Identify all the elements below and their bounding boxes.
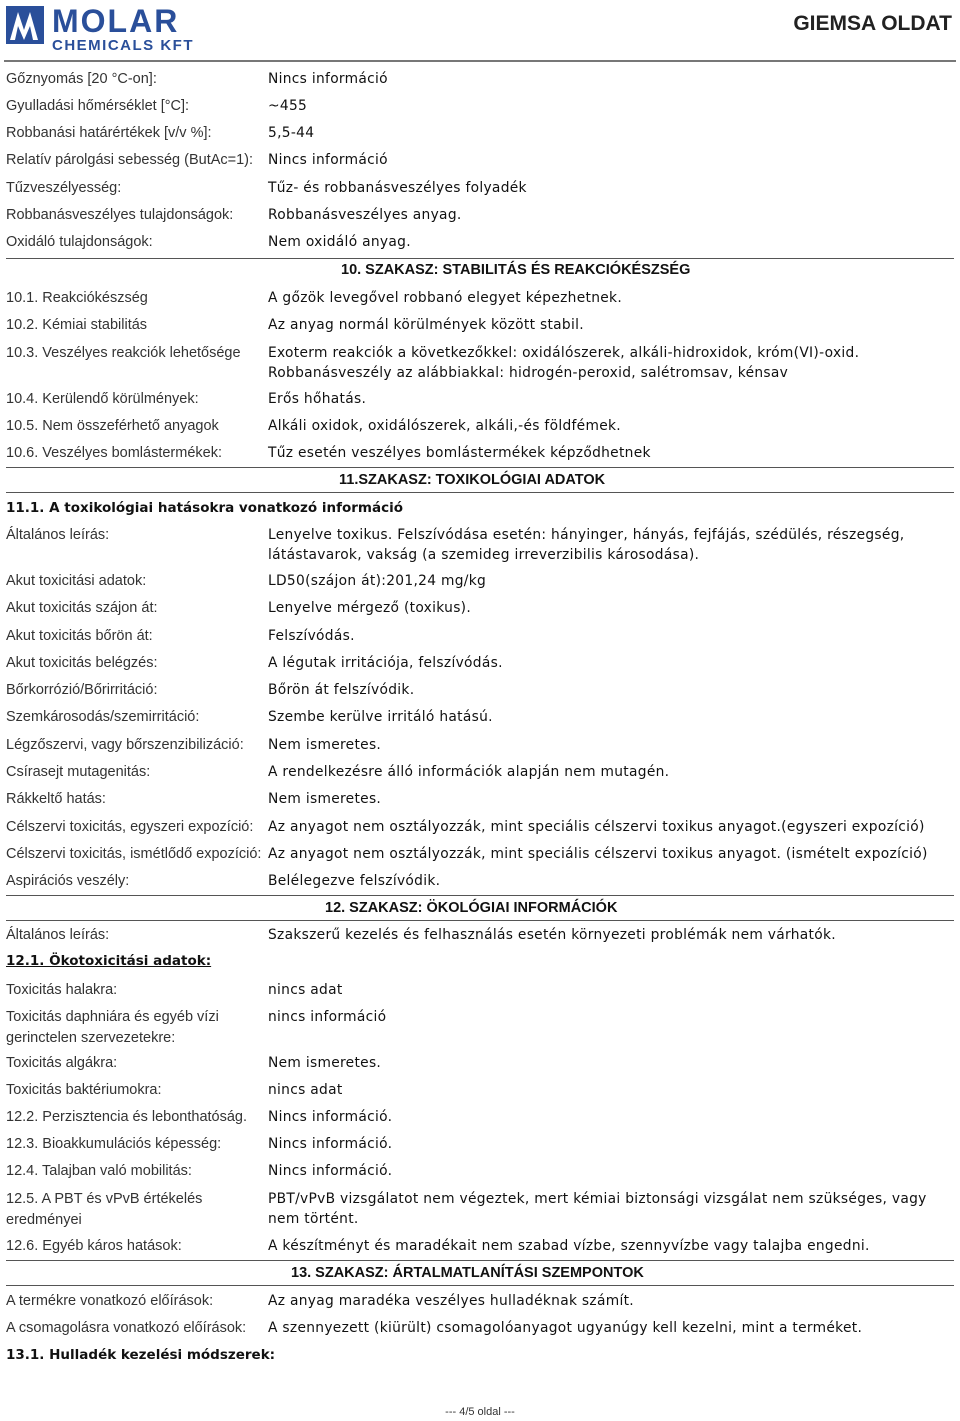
row-label: 10.6. Veszélyes bomlástermékek:: [6, 445, 222, 461]
row-label: Akut toxicitás bőrön át:: [6, 628, 153, 644]
row-value: Lenyelve toxikus. Felszívódása esetén: hányinger, hányás, fejfájás, szédülés, részegség,: [268, 527, 905, 543]
row-label: Bőrkorrózió/Bőrirritáció:: [6, 682, 158, 698]
row-label: 10.3. Veszélyes reakciók lehetősége: [6, 345, 241, 361]
section-divider: [6, 1260, 954, 1261]
row-value: PBT/vPvB vizsgálatot nem végeztek, mert kémiai biztonsági vizsgálat nem szükséges, vagy: [268, 1191, 927, 1207]
property-value: ~455: [268, 98, 308, 114]
section-11-heading: 11.SZAKASZ: TOXIKOLÓGIAI ADATOK: [339, 472, 606, 488]
row-value: Az anyag normál körülmények között stabil.: [268, 317, 584, 333]
row-value: nincs információ: [268, 1009, 387, 1025]
row-label: Aspirációs veszély:: [6, 873, 130, 889]
row-value: Szembe kerülve irritáló hatású.: [268, 709, 493, 725]
section-divider: [6, 492, 954, 493]
row-label: 10.5. Nem összeférhető anyagok: [6, 418, 219, 434]
row-value: Bőrön át felszívódik.: [268, 682, 415, 698]
row-value: A légutak irritációja, felszívódás.: [268, 655, 503, 671]
row-label: 12.6. Egyéb káros hatások:: [6, 1238, 182, 1254]
row-value: Az anyagot nem osztályozzák, mint speciális célszervi toxikus anyagot.(egyszeri expozíció): [268, 819, 925, 835]
row-label: 10.4. Kerülendő körülmények:: [6, 391, 199, 407]
row-label: Általános leírás:: [6, 927, 110, 943]
row-value: nincs adat: [268, 1082, 343, 1098]
row-value: Nem ismeretes.: [268, 737, 382, 753]
property-value: Robbanásveszélyes anyag.: [268, 207, 462, 223]
section-12-heading: 12. SZAKASZ: ÖKOLÓGIAI INFORMÁCIÓK: [325, 900, 618, 916]
row-value: Tűz esetén veszélyes bomlástermékek képződhetnek: [268, 445, 651, 461]
row-label: Akut toxicitási adatok:: [6, 573, 147, 589]
row-value: Nincs információ.: [268, 1163, 393, 1179]
row-label: 12.2. Perzisztencia és lebonthatóság.: [6, 1109, 248, 1125]
row-value: Nincs információ.: [268, 1109, 393, 1125]
row-label: A csomagolásra vonatkozó előírások:: [6, 1320, 247, 1336]
property-label: Tűzveszélyesség:: [6, 180, 122, 196]
section-10-heading: 10. SZAKASZ: STABILITÁS ÉS REAKCIÓKÉSZSÉG: [341, 262, 691, 278]
property-value: Nincs információ: [268, 152, 388, 168]
section-12-subheading: 12.1. Ökotoxicitási adatok:: [6, 953, 212, 969]
section-13-subheading: 13.1. Hulladék kezelési módszerek:: [6, 1347, 276, 1363]
document-title: GIEMSA OLDAT: [793, 12, 952, 35]
row-label: Általános leírás:: [6, 527, 110, 543]
section-13-heading: 13. SZAKASZ: ÁRTALMATLANÍTÁSI SZEMPONTOK: [291, 1265, 644, 1281]
row-label: Szemkárosodás/szemirritáció:: [6, 709, 200, 725]
property-label: Robbanásveszélyes tulajdonságok:: [6, 207, 234, 223]
row-label: 12.5. A PBT és vPvB értékelés eredményei: [6, 1191, 203, 1228]
row-label: 12.3. Bioakkumulációs képesség:: [6, 1136, 222, 1152]
row-value: Belélegezve felszívódik.: [268, 873, 441, 889]
row-value: Nem ismeretes.: [268, 791, 382, 807]
row-label: Akut toxicitás belégzés:: [6, 655, 158, 671]
row-label: Toxicitás daphniára és egyéb vízi gerinctelen szervezetekre:: [6, 1009, 219, 1046]
property-value: Tűz- és robbanásveszélyes folyadék: [268, 180, 527, 196]
row-value: Nincs információ.: [268, 1136, 393, 1152]
row-value: Az anyag maradéka veszélyes hulladéknak számít.: [268, 1293, 634, 1309]
row-value: Az anyagot nem osztályozzák, mint speciális célszervi toxikus anyagot. (ismételt expozíció): [268, 846, 928, 862]
section-divider: [6, 258, 954, 259]
property-label: Robbanási határértékek [v/v %]:: [6, 125, 212, 141]
property-label: Oxidáló tulajdonságok:: [6, 234, 153, 250]
row-label: Célszervi toxicitás, egyszeri expozíció:: [6, 819, 254, 835]
page-footer: --- 4/5 oldal ---: [445, 1406, 515, 1418]
row-value: Szakszerű kezelés és felhasználás esetén környezeti problémák nem várhatók.: [268, 927, 836, 943]
row-value: Lenyelve mérgező (toxikus).: [268, 600, 472, 616]
property-value: 5,5-44: [268, 125, 315, 141]
row-value: Alkáli oxidok, oxidálószerek, alkáli,-és földfémek.: [268, 418, 621, 434]
property-value: Nincs információ: [268, 71, 388, 87]
row-label: Légzőszervi, vagy bőrszenzibilizáció:: [6, 737, 244, 753]
row-value: Felszívódás.: [268, 628, 355, 644]
property-label: Gőznyomás [20 °C-on]:: [6, 71, 157, 87]
row-label: 10.2. Kémiai stabilitás: [6, 317, 148, 333]
row-value: Exoterm reakciók a következőkkel: oxidálószerek, alkáli-hidroxidok, króm(VI)-oxid.: [268, 345, 860, 361]
row-label: Toxicitás baktériumokra:: [6, 1082, 162, 1098]
row-label: A termékre vonatkozó előírások:: [6, 1293, 214, 1309]
row-label: Rákkeltő hatás:: [6, 791, 106, 807]
row-label: 12.4. Talajban való mobilitás:: [6, 1163, 192, 1179]
row-value-line2: látástavarok, vakság (a szemideg irreverzibilis károsodása).: [268, 547, 700, 563]
row-label: Toxicitás algákra:: [6, 1055, 118, 1071]
property-label: Relatív párolgási sebesség (ButAc=1):: [6, 152, 254, 168]
row-value-line2: Robbanásveszély az alábbiakkal: hidrogén-peroxid, salétromsav, kénsav: [268, 365, 789, 381]
logo-emblem-icon: [6, 6, 44, 44]
header-divider: [4, 60, 956, 62]
logo-text-sub: CHEMICALS KFT: [52, 37, 194, 54]
property-label: Gyulladási hőmérséklet [°C]:: [6, 98, 190, 114]
row-value: LD50(szájon át):201,24 mg/kg: [268, 573, 487, 589]
row-value: A gőzök levegővel robbanó elegyet képezhetnek.: [268, 290, 623, 306]
row-value: Nem ismeretes.: [268, 1055, 382, 1071]
row-value: A rendelkezésre álló információk alapján nem mutagén.: [268, 764, 670, 780]
section-divider: [6, 1285, 954, 1286]
row-label: Akut toxicitás szájon át:: [6, 600, 158, 616]
property-value: Nem oxidáló anyag.: [268, 234, 411, 250]
section-11-subheading: 11.1. A toxikológiai hatásokra vonatkozó információ: [6, 500, 404, 516]
section-divider: [6, 467, 954, 468]
row-label: Csírasejt mutagenitás:: [6, 764, 151, 780]
row-value: A készítményt és maradékait nem szabad vízbe, szennyvízbe vagy talajba engedni.: [268, 1238, 870, 1254]
row-value-line2: nem történt.: [268, 1211, 359, 1227]
logo-text-main: MOLAR: [52, 3, 180, 39]
company-logo: [4, 2, 234, 54]
row-label: 10.1. Reakciókészség: [6, 290, 148, 306]
page-header: [0, 0, 960, 60]
row-value: Erős hőhatás.: [268, 391, 367, 407]
row-label: Célszervi toxicitás, ismétlődő expozíció:: [6, 846, 262, 862]
row-label: Toxicitás halakra:: [6, 982, 118, 998]
section-divider: [6, 920, 954, 921]
section-divider: [6, 895, 954, 896]
row-value: A szennyezett (kiürült) csomagolóanyagot ugyanúgy kell kezelni, mint a terméket.: [268, 1320, 863, 1336]
row-value: nincs adat: [268, 982, 343, 998]
